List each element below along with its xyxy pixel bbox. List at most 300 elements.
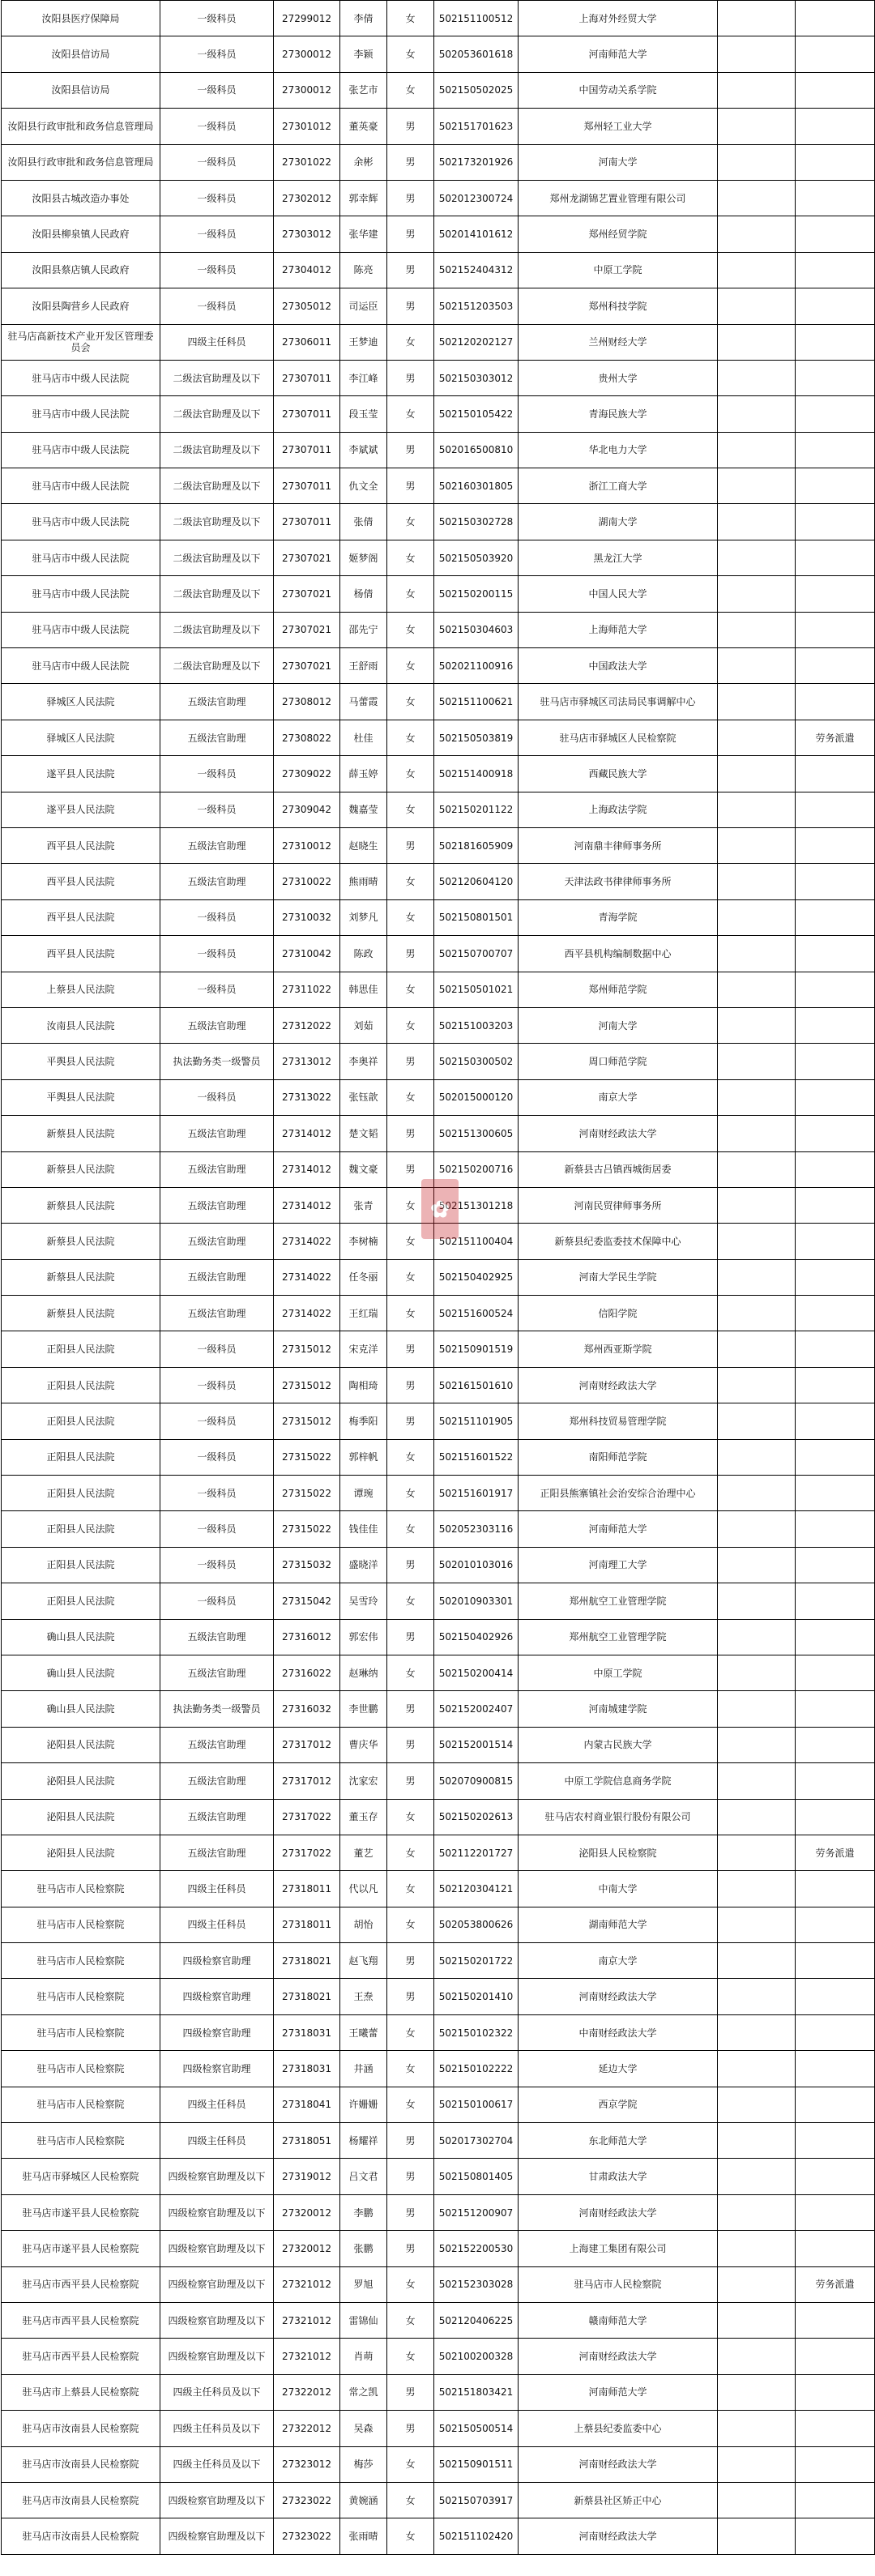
cell-school-or-workplace: 河南大学 (519, 144, 718, 180)
cell-employer: 驻马店市中级人民法院 (2, 576, 160, 612)
cell-position-code: 27315032 (274, 1547, 340, 1583)
cell-employer: 汝阳县信访局 (2, 72, 160, 108)
cell-gender: 女 (387, 1835, 434, 1870)
cell-name: 李倩 (340, 1, 387, 36)
cell-name: 盛晓洋 (340, 1547, 387, 1583)
table-row (2, 432, 875, 468)
cell-gender: 女 (387, 2339, 434, 2374)
cell-remark-2 (796, 1727, 875, 1762)
cell-name: 王舒雨 (340, 648, 387, 684)
cell-remark-1 (718, 792, 796, 827)
table-row (2, 109, 875, 144)
cell-gender: 男 (387, 1116, 434, 1151)
cell-position-code: 27301012 (274, 109, 340, 144)
cell-school-or-workplace: 甘肃政法大学 (519, 2159, 718, 2194)
cell-position-code: 27308012 (274, 684, 340, 720)
cell-gender: 女 (387, 2518, 434, 2554)
cell-remark-1 (718, 612, 796, 647)
cell-position-code: 27318051 (274, 2123, 340, 2159)
cell-name: 杨耀祥 (340, 2123, 387, 2159)
cell-remark-1 (718, 648, 796, 684)
cell-exam-number: 502151301218 (434, 1187, 519, 1223)
cell-name: 井涵 (340, 2051, 387, 2087)
table-row (2, 2303, 875, 2339)
cell-position: 二级法官助理及以下 (160, 468, 274, 504)
cell-gender: 女 (387, 504, 434, 540)
cell-name: 刘梦凡 (340, 899, 387, 935)
cell-exam-number: 502151101905 (434, 1403, 519, 1439)
cell-position-code: 27307021 (274, 648, 340, 684)
cell-exam-number: 502151701623 (434, 109, 519, 144)
table-row (2, 1871, 875, 1907)
cell-position-code: 27317012 (274, 1763, 340, 1799)
cell-employer: 西平县人民法院 (2, 827, 160, 863)
table-row (2, 648, 875, 684)
cell-position: 五级法官助理 (160, 1655, 274, 1690)
cell-gender: 女 (387, 684, 434, 720)
cell-position-code: 27314012 (274, 1187, 340, 1223)
cell-position: 一级科员 (160, 1367, 274, 1403)
cell-position-code: 27322012 (274, 2374, 340, 2410)
cell-position: 五级法官助理 (160, 720, 274, 755)
cell-name: 谭琬 (340, 1476, 387, 1511)
cell-exam-number: 502052303116 (434, 1511, 519, 1547)
cell-name: 魏文豪 (340, 1151, 387, 1187)
cell-remark-2 (796, 396, 875, 432)
cell-position: 五级法官助理 (160, 1763, 274, 1799)
cell-remark-1 (718, 1691, 796, 1727)
cell-gender: 男 (387, 288, 434, 324)
cell-exam-number: 502150202613 (434, 1799, 519, 1835)
cell-exam-number: 502152303028 (434, 2266, 519, 2302)
cell-remark-1 (718, 972, 796, 1007)
cell-remark-2: 劳务派遣 (796, 1835, 875, 1870)
cell-school-or-workplace: 湖南师范大学 (519, 1907, 718, 1942)
cell-name: 赵晓生 (340, 827, 387, 863)
cell-gender: 男 (387, 1763, 434, 1799)
cell-employer: 正阳县人民法院 (2, 1511, 160, 1547)
cell-employer: 汝阳县古城改造办事处 (2, 180, 160, 216)
cell-position-code: 27318021 (274, 1943, 340, 1979)
cell-remark-2 (796, 1511, 875, 1547)
cell-position: 一级科员 (160, 1583, 274, 1619)
cell-position: 五级法官助理 (160, 1799, 274, 1835)
cell-position-code: 27312022 (274, 1007, 340, 1043)
table-row (2, 1511, 875, 1547)
cell-exam-number: 502150703917 (434, 2482, 519, 2518)
cell-school-or-workplace: 南阳师范学院 (519, 1439, 718, 1475)
cell-gender: 男 (387, 109, 434, 144)
cell-gender: 男 (387, 360, 434, 395)
cell-school-or-workplace: 南京大学 (519, 1943, 718, 1979)
cell-exam-number: 502151100621 (434, 684, 519, 720)
cell-gender: 女 (387, 540, 434, 575)
cell-exam-number: 502120202127 (434, 324, 519, 360)
cell-remark-1 (718, 864, 796, 899)
cell-name: 李斌斌 (340, 432, 387, 468)
cell-remark-2 (796, 972, 875, 1007)
cell-school-or-workplace: 青海民族大学 (519, 396, 718, 432)
cell-position: 五级法官助理 (160, 1835, 274, 1870)
cell-gender: 男 (387, 936, 434, 972)
cell-school-or-workplace: 驻马店市驿城区人民检察院 (519, 720, 718, 755)
cell-school-or-workplace: 西藏民族大学 (519, 756, 718, 792)
cell-position: 一级科员 (160, 899, 274, 935)
cell-remark-1 (718, 216, 796, 252)
cell-exam-number: 502151203503 (434, 288, 519, 324)
cell-remark-1 (718, 1079, 796, 1115)
cell-position-code: 27320012 (274, 2231, 340, 2266)
cell-position-code: 27323012 (274, 2446, 340, 2482)
cell-position-code: 27310012 (274, 827, 340, 863)
cell-school-or-workplace: 郑州科技贸易管理学院 (519, 1403, 718, 1439)
cell-exam-number: 502152404312 (434, 252, 519, 288)
cell-name: 许姗姗 (340, 2087, 387, 2122)
table-row (2, 1835, 875, 1870)
cell-name: 黄婉涵 (340, 2482, 387, 2518)
cell-remark-2 (796, 1403, 875, 1439)
cell-exam-number: 502152002407 (434, 1691, 519, 1727)
cell-position-code: 27299012 (274, 1, 340, 36)
cell-name: 张艺市 (340, 72, 387, 108)
cell-name: 李颖 (340, 36, 387, 72)
cell-remark-1 (718, 2266, 796, 2302)
cell-position-code: 27323022 (274, 2482, 340, 2518)
table-row (2, 684, 875, 720)
table-row (2, 1799, 875, 1835)
cell-name: 段玉莹 (340, 396, 387, 432)
cell-school-or-workplace: 泌阳县人民检察院 (519, 1835, 718, 1870)
cell-employer: 正阳县人民法院 (2, 1403, 160, 1439)
cell-position-code: 27307011 (274, 360, 340, 395)
cell-position-code: 27313022 (274, 1079, 340, 1115)
cell-employer: 汝阳县柳泉镇人民政府 (2, 216, 160, 252)
cell-remark-2 (796, 468, 875, 504)
cell-remark-2 (796, 1583, 875, 1619)
cell-name: 薛玉婷 (340, 756, 387, 792)
cell-remark-2 (796, 827, 875, 863)
cell-remark-1 (718, 684, 796, 720)
table-row (2, 612, 875, 647)
cell-remark-2 (796, 540, 875, 575)
cell-name: 梅季阳 (340, 1403, 387, 1439)
cell-school-or-workplace: 河南财经政法大学 (519, 2518, 718, 2554)
cell-position: 一级科员 (160, 1403, 274, 1439)
cell-name: 赵飞翔 (340, 1943, 387, 1979)
cell-position-code: 27314012 (274, 1116, 340, 1151)
cell-school-or-workplace: 兰州财经大学 (519, 324, 718, 360)
cell-school-or-workplace: 赣南师范大学 (519, 2303, 718, 2339)
cell-remark-2 (796, 1187, 875, 1223)
cell-exam-number: 502151100512 (434, 1, 519, 36)
cell-remark-1 (718, 1871, 796, 1907)
cell-employer: 驻马店市西平县人民检察院 (2, 2266, 160, 2302)
cell-remark-2 (796, 2231, 875, 2266)
cell-gender: 女 (387, 576, 434, 612)
table-row (2, 1727, 875, 1762)
cell-remark-2 (796, 684, 875, 720)
cell-remark-1 (718, 1655, 796, 1690)
cell-gender: 女 (387, 2266, 434, 2302)
cell-employer: 遂平县人民法院 (2, 792, 160, 827)
cell-employer: 平舆县人民法院 (2, 1044, 160, 1079)
cell-remark-2 (796, 1439, 875, 1475)
cell-name: 熊雨晴 (340, 864, 387, 899)
cell-gender: 男 (387, 1367, 434, 1403)
cell-remark-1 (718, 109, 796, 144)
table-row (2, 1296, 875, 1331)
cell-name: 陈亮 (340, 252, 387, 288)
cell-name: 曹庆华 (340, 1727, 387, 1762)
cell-remark-1 (718, 2014, 796, 2050)
cell-exam-number: 502014101612 (434, 216, 519, 252)
cell-remark-1 (718, 1367, 796, 1403)
cell-exam-number: 502150105422 (434, 396, 519, 432)
table-row (2, 2051, 875, 2087)
cell-remark-2 (796, 2051, 875, 2087)
cell-employer: 新蔡县人民法院 (2, 1296, 160, 1331)
cell-gender: 男 (387, 1044, 434, 1079)
cell-exam-number: 502151400918 (434, 756, 519, 792)
cell-name: 梅莎 (340, 2446, 387, 2482)
cell-name: 邵先宁 (340, 612, 387, 647)
cell-employer: 汝阳县行政审批和政务信息管理局 (2, 109, 160, 144)
cell-remark-1 (718, 1907, 796, 1942)
cell-gender: 女 (387, 1187, 434, 1223)
cell-position-code: 27314022 (274, 1296, 340, 1331)
cell-school-or-workplace: 上海政法学院 (519, 792, 718, 827)
cell-remark-1 (718, 2303, 796, 2339)
cell-position-code: 27308022 (274, 720, 340, 755)
cell-remark-2 (796, 109, 875, 144)
cell-remark-1 (718, 540, 796, 575)
cell-school-or-workplace: 河南财经政法大学 (519, 2446, 718, 2482)
cell-exam-number: 502150200414 (434, 1655, 519, 1690)
cell-gender: 男 (387, 1151, 434, 1187)
cell-gender: 女 (387, 1224, 434, 1259)
cell-remark-2: 劳务派遣 (796, 720, 875, 755)
table-row (2, 468, 875, 504)
cell-position: 一级科员 (160, 144, 274, 180)
cell-gender: 男 (387, 2159, 434, 2194)
cell-position-code: 27302012 (274, 180, 340, 216)
cell-name: 吴雪玲 (340, 1583, 387, 1619)
cell-gender: 女 (387, 1655, 434, 1690)
cell-remark-2 (796, 1224, 875, 1259)
cell-gender: 女 (387, 1, 434, 36)
cell-exam-number: 502053601618 (434, 36, 519, 72)
cell-exam-number: 502151200907 (434, 2194, 519, 2230)
cell-remark-1 (718, 144, 796, 180)
cell-school-or-workplace: 上海师范大学 (519, 612, 718, 647)
cell-exam-number: 502150300502 (434, 1044, 519, 1079)
cell-employer: 驻马店市汝南县人民检察院 (2, 2518, 160, 2554)
cell-position: 四级主任科员 (160, 1871, 274, 1907)
cell-employer: 确山县人民法院 (2, 1619, 160, 1655)
cell-exam-number: 502150502025 (434, 72, 519, 108)
cell-remark-2 (796, 576, 875, 612)
cell-school-or-workplace: 驻马店农村商业银行股份有限公司 (519, 1799, 718, 1835)
cell-exam-number: 502151600524 (434, 1296, 519, 1331)
table-row (2, 720, 875, 755)
cell-gender: 男 (387, 468, 434, 504)
cell-exam-number: 502150501021 (434, 972, 519, 1007)
cell-gender: 男 (387, 1547, 434, 1583)
cell-gender: 女 (387, 612, 434, 647)
cell-gender: 女 (387, 2014, 434, 2050)
cell-remark-1 (718, 1835, 796, 1870)
cell-remark-2 (796, 2303, 875, 2339)
cell-position: 一级科员 (160, 792, 274, 827)
table-row (2, 360, 875, 395)
cell-school-or-workplace: 郑州科技学院 (519, 288, 718, 324)
cell-gender: 女 (387, 1439, 434, 1475)
cell-exam-number: 502010903301 (434, 1583, 519, 1619)
cell-employer: 正阳县人民法院 (2, 1331, 160, 1367)
table-row (2, 2087, 875, 2122)
cell-school-or-workplace: 郑州航空工业管理学院 (519, 1619, 718, 1655)
cell-position: 一级科员 (160, 109, 274, 144)
cell-school-or-workplace: 河南大学 (519, 1007, 718, 1043)
cell-gender: 女 (387, 1476, 434, 1511)
cell-name: 郭梓帆 (340, 1439, 387, 1475)
cell-position: 二级法官助理及以下 (160, 576, 274, 612)
cell-position: 一级科员 (160, 1331, 274, 1367)
table-row (2, 2482, 875, 2518)
cell-position: 五级法官助理 (160, 1007, 274, 1043)
table-row (2, 72, 875, 108)
cell-position: 一级科员 (160, 972, 274, 1007)
cell-name: 马蕾霞 (340, 684, 387, 720)
cell-employer: 泌阳县人民法院 (2, 1799, 160, 1835)
cell-remark-1 (718, 1727, 796, 1762)
cell-school-or-workplace: 西平县机构编制数据中心 (519, 936, 718, 972)
table-row (2, 396, 875, 432)
cell-gender: 男 (387, 2411, 434, 2446)
cell-position: 一级科员 (160, 1, 274, 36)
cell-exam-number: 502150302728 (434, 504, 519, 540)
table-row (2, 1367, 875, 1403)
cell-position: 二级法官助理及以下 (160, 432, 274, 468)
cell-remark-1 (718, 324, 796, 360)
cell-employer: 汝阳县蔡店镇人民政府 (2, 252, 160, 288)
cell-gender: 女 (387, 899, 434, 935)
cell-position: 四级检察官助理及以下 (160, 2194, 274, 2230)
cell-gender: 女 (387, 1907, 434, 1942)
cell-name: 司运臣 (340, 288, 387, 324)
cell-employer: 驻马店市汝南县人民检察院 (2, 2482, 160, 2518)
cell-position: 五级法官助理 (160, 1116, 274, 1151)
cell-gender: 女 (387, 2051, 434, 2087)
cell-gender: 男 (387, 2374, 434, 2410)
table-row (2, 1763, 875, 1799)
cell-exam-number: 502151601917 (434, 1476, 519, 1511)
cell-remark-2 (796, 36, 875, 72)
cell-employer: 新蔡县人民法院 (2, 1116, 160, 1151)
table-row (2, 1331, 875, 1367)
cell-position: 二级法官助理及以下 (160, 648, 274, 684)
cell-employer: 驻马店市人民检察院 (2, 1979, 160, 2014)
cell-position-code: 27307021 (274, 576, 340, 612)
cell-position-code: 27300012 (274, 36, 340, 72)
cell-school-or-workplace: 河南民贸律师事务所 (519, 1187, 718, 1223)
cell-school-or-workplace: 郑州西亚斯学院 (519, 1331, 718, 1367)
cell-school-or-workplace: 河南鼎丰律师事务所 (519, 827, 718, 863)
cell-exam-number: 502120406225 (434, 2303, 519, 2339)
cell-position: 四级主任科员及以下 (160, 2374, 274, 2410)
cell-employer: 正阳县人民法院 (2, 1476, 160, 1511)
cell-position: 一级科员 (160, 756, 274, 792)
cell-gender: 女 (387, 36, 434, 72)
table-row (2, 180, 875, 216)
cell-position: 五级法官助理 (160, 827, 274, 863)
cell-position-code: 27307011 (274, 432, 340, 468)
cell-remark-2 (796, 1763, 875, 1799)
cell-remark-2: 劳务派遣 (796, 2266, 875, 2302)
cell-school-or-workplace: 中国劳动关系学院 (519, 72, 718, 108)
cell-exam-number: 502181605909 (434, 827, 519, 863)
cell-remark-2 (796, 1116, 875, 1151)
cell-position-code: 27306011 (274, 324, 340, 360)
cell-position-code: 27313012 (274, 1044, 340, 1079)
cell-remark-2 (796, 504, 875, 540)
cell-remark-2 (796, 2159, 875, 2194)
table-row (2, 2266, 875, 2302)
cell-employer: 遂平县人民法院 (2, 756, 160, 792)
cell-position-code: 27314012 (274, 1151, 340, 1187)
cell-school-or-workplace: 河南财经政法大学 (519, 2194, 718, 2230)
cell-remark-1 (718, 1439, 796, 1475)
cell-exam-number: 502150801501 (434, 899, 519, 935)
cell-remark-1 (718, 1331, 796, 1367)
cell-exam-number: 502012300724 (434, 180, 519, 216)
cell-position-code: 27314022 (274, 1259, 340, 1295)
cell-employer: 驿城区人民法院 (2, 720, 160, 755)
cell-gender: 女 (387, 1259, 434, 1295)
cell-school-or-workplace: 东北师范大学 (519, 2123, 718, 2159)
cell-school-or-workplace: 天津法政书律律师事务所 (519, 864, 718, 899)
cell-remark-1 (718, 576, 796, 612)
cell-employer: 新蔡县人民法院 (2, 1259, 160, 1295)
cell-employer: 驻马店市人民检察院 (2, 2087, 160, 2122)
cell-exam-number: 502151300605 (434, 1116, 519, 1151)
cell-employer: 汝阳县医疗保障局 (2, 1, 160, 36)
cell-remark-1 (718, 2339, 796, 2374)
cell-gender: 女 (387, 2303, 434, 2339)
table-row (2, 792, 875, 827)
cell-name: 沈家宏 (340, 1763, 387, 1799)
cell-school-or-workplace: 驻马店市驿城区司法局民事调解中心 (519, 684, 718, 720)
cell-position-code: 27310022 (274, 864, 340, 899)
cell-name: 张倩 (340, 504, 387, 540)
table-row (2, 1, 875, 36)
cell-name: 王曦蕾 (340, 2014, 387, 2050)
cell-remark-1 (718, 2123, 796, 2159)
cell-remark-2 (796, 1871, 875, 1907)
cell-gender: 女 (387, 1799, 434, 1835)
cell-employer: 驻马店市人民检察院 (2, 2051, 160, 2087)
cell-position: 二级法官助理及以下 (160, 612, 274, 647)
table-row (2, 2339, 875, 2374)
cell-employer: 驻马店市人民检察院 (2, 2014, 160, 2050)
cell-name: 李鹏 (340, 2194, 387, 2230)
cell-exam-number: 502150303012 (434, 360, 519, 395)
cell-exam-number: 502010103016 (434, 1547, 519, 1583)
position-table-body (2, 1, 875, 2555)
cell-remark-1 (718, 1403, 796, 1439)
cell-employer: 驻马店市人民检察院 (2, 1871, 160, 1907)
cell-exam-number: 502120304121 (434, 1871, 519, 1907)
